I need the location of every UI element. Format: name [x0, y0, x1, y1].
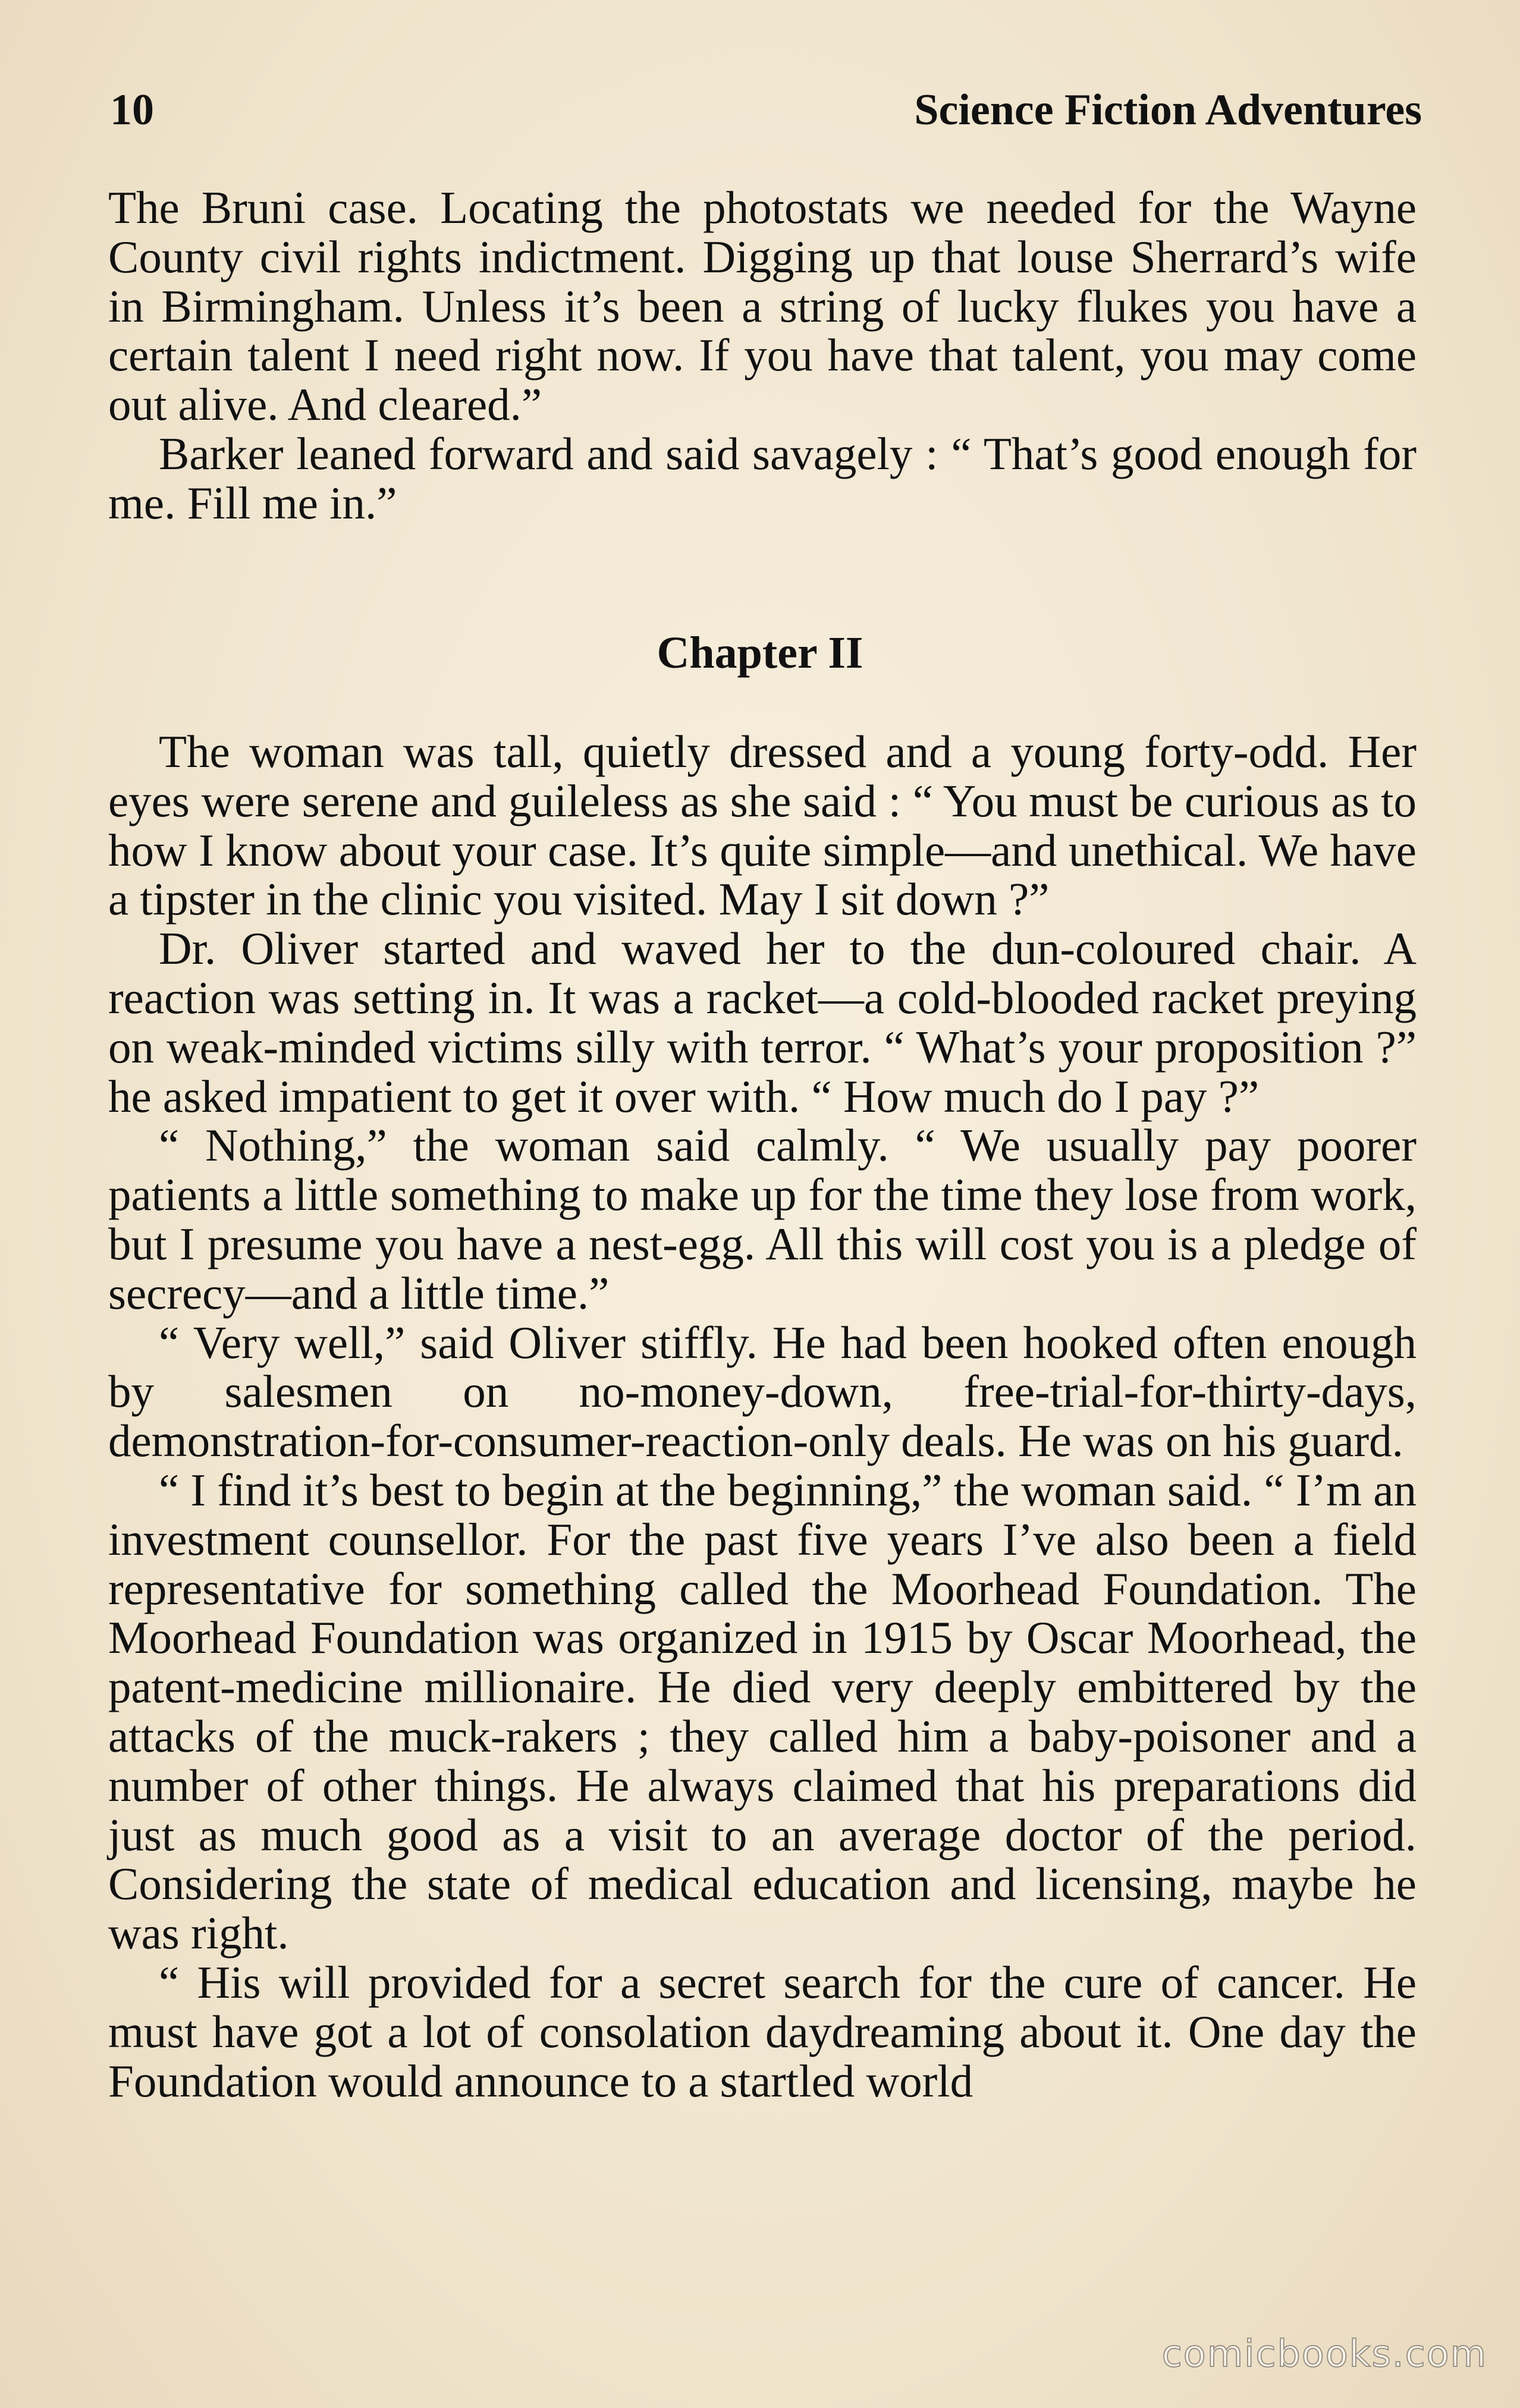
paragraph: The Bruni case. Locating the photostats we needed for the Wayne County civil rights indictment. Digging up that louse Sherrard’s wife in Birmingham. Unless it’s been a string of lucky flukes you have a certain talent I need right now. If you have that talent, you may come out alive. And cleared.”	[108, 182, 1417, 430]
source-watermark: comicbooks.com	[1161, 2332, 1487, 2375]
paragraph: Barker leaned forward and said savagely : “ That’s good enough for me. Fill me in.”	[108, 427, 1417, 529]
opening-text	[108, 183, 1417, 528]
paragraph: “ I find it’s best to begin at the beginning,” the woman said. “ I’m an investment counsellor. For the past five years I’ve also been a field representative for something called the Moorhead Foundation. The Moorhead Foundation was organized in 1915 by Oscar Moorhead, the patent-medicine millionaire. He died very deeply embittered by the attacks of the muck-rakers ; they called him a baby-poisoner and a number of other things. He always claimed that his preparations did just as much good as a visit to an average doctor of the period. Considering the state of medical education and licensing, maybe he was right.	[108, 1464, 1417, 1959]
paragraph: “ His will provided for a secret search for the cure of cancer. He must have got a lot of consolation daydreaming about it. One day the Foundation would announce to a startled world	[108, 1956, 1417, 2107]
paragraph: Dr. Oliver started and waved her to the dun-coloured chair. A reaction was setting in. It was a racket—a cold-blooded racket preying on weak-minded victims silly with terror. “ What’s your proposition ?” he asked impatient to get it over with. “ How much do I pay ?”	[108, 923, 1417, 1122]
page-header	[110, 80, 1422, 140]
chapter-text	[108, 727, 1417, 2105]
running-title: Science Fiction Adventures	[914, 86, 1422, 134]
page-number: 10	[110, 86, 154, 134]
paragraph: The woman was tall, quietly dressed and a young forty-odd. Her eyes were serene and guileless as she said : “ You must be curious as to how I know about your case. It’s quite simple—and unethical. We have a tipster in the clinic you visited. May I sit down ?”	[108, 726, 1417, 925]
paragraph: “ Very well,” said Oliver stiffly. He had been hooked often enough by salesmen on no-money-down, free-trial-for-thirty-days, demonstration-for-consumer-reaction-only deals. He was on his guard.	[108, 1316, 1417, 1467]
chapter-heading: Chapter II	[657, 628, 863, 678]
paragraph: “ Nothing,” the woman said calmly. “ We usually pay poorer patients a little something to make up for the time they lose from work, but I presume you have a nest-egg. All this will cost you is a pledge of secrecy—and a little time.”	[108, 1120, 1417, 1319]
